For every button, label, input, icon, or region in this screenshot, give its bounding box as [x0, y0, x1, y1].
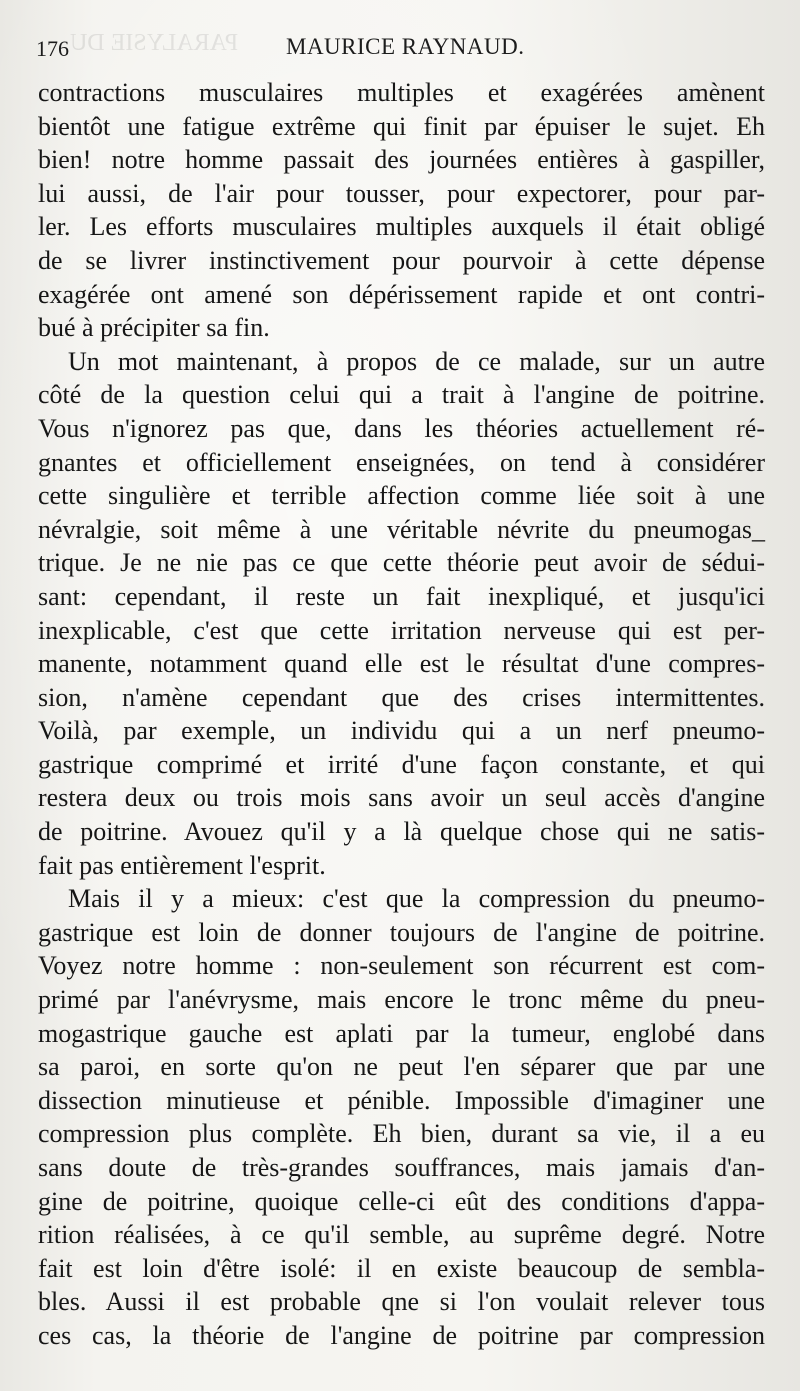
text-line: gastrique est loin de donner toujours de l'angine de poitrine. — [38, 917, 765, 947]
running-head: MAURICE RAYNAUD. — [286, 34, 525, 59]
text-line: ler. Les efforts musculaires multiples auxquels il était obligé — [38, 212, 765, 242]
text-line: restera deux ou trois mois sans avoir un seul accès d'angine — [38, 783, 765, 813]
text-line: Un mot maintenant, à propos de ce malade, sur un autre — [68, 346, 765, 376]
text-line: bué à précipiter sa fin. — [38, 313, 270, 343]
text-line: sion, n'amène cependant que des crises intermittentes. — [38, 682, 765, 712]
text-line: Vous n'ignorez pas que, dans les théories actuellement ré- — [38, 413, 765, 443]
text-line: bien! notre homme passait des journées entières à gaspiller, — [38, 145, 765, 175]
text-line: sans doute de très-grandes souffrances, mais jamais d'an- — [38, 1153, 765, 1182]
text-line: de poitrine. Avouez qu'il y a là quelque chose qui ne satis- — [38, 817, 765, 847]
text-line: fait est loin d'être isolé: il en existe beaucoup de sembla- — [38, 1253, 765, 1283]
text-line: Voyez notre homme : non-seulement son récurrent est com- — [38, 951, 765, 981]
text-line: bientôt une fatigue extrême qui finit par épuiser le sujet. Eh — [38, 111, 765, 141]
text-line: bles. Aussi il est probable qne si l'on voulait relever tous — [38, 1287, 765, 1317]
text-line: névralgie, soit même à une véritable névrite du pneumogas_ — [38, 514, 765, 544]
page-number: 176 — [36, 36, 69, 61]
text-line: sant: cependant, il reste un fait inexpliqué, et jusqu'ici — [38, 581, 765, 611]
page-header — [36, 34, 766, 68]
text-line: gastrique comprimé et irrité d'une façon constante, et qui — [38, 749, 765, 779]
text-line: compression plus complète. Eh bien, durant sa vie, il a eu — [38, 1119, 765, 1149]
text-line: sa paroi, en sorte qu'on ne peut l'en séparer que par une — [38, 1052, 765, 1082]
body-text — [38, 76, 765, 1353]
text-line: inexplicable, c'est que cette irritation nerveuse qui est per- — [38, 615, 765, 645]
text-line: primé par l'anévrysme, mais encore le tronc même du pneu- — [38, 985, 765, 1015]
text-line: Mais il y a mieux: c'est que la compression du pneumo- — [68, 884, 765, 914]
text-line: gnantes et officiellement enseignées, on tend à considérer — [38, 447, 765, 477]
text-line: de se livrer instinctivement pour pourvoir à cette dépense — [38, 245, 765, 275]
text-line: Voilà, par exemple, un individu qui a un nerf pneumo- — [38, 716, 765, 746]
text-line: gine de poitrine, quoique celle-ci eût des conditions d'appa- — [38, 1186, 765, 1216]
text-line: lui aussi, de l'air pour tousser, pour expectorer, pour par- — [38, 178, 765, 208]
text-line: côté de la question celui qui a trait à l'angine de poitrine. — [38, 380, 765, 410]
text-line: trique. Je ne nie pas ce que cette théorie peut avoir de sédui- — [38, 548, 765, 578]
text-line: exagérée ont amené son dépérissement rapide et ont contri- — [38, 279, 765, 309]
text-line: rition réalisées, à ce qu'il semble, au suprême degré. Notre — [38, 1220, 765, 1250]
show-through-text: PARALYSIE DU — [70, 30, 239, 56]
text-line: cette singulière et terrible affection comme liée soit à une — [38, 481, 765, 511]
text-line: mogastrique gauche est aplati par la tumeur, englobé dans — [38, 1018, 765, 1048]
text-line: dissection minutieuse et pénible. Impossible d'imaginer une — [38, 1085, 765, 1115]
text-line: contractions musculaires multiples et exagérées amènent — [38, 78, 765, 107]
text-line: ces cas, la théorie de l'angine de poitrine par compression — [38, 1320, 765, 1350]
text-line: fait pas entièrement l'esprit. — [38, 850, 326, 880]
text-line: manente, notamment quand elle est le résultat d'une compres- — [38, 649, 765, 679]
